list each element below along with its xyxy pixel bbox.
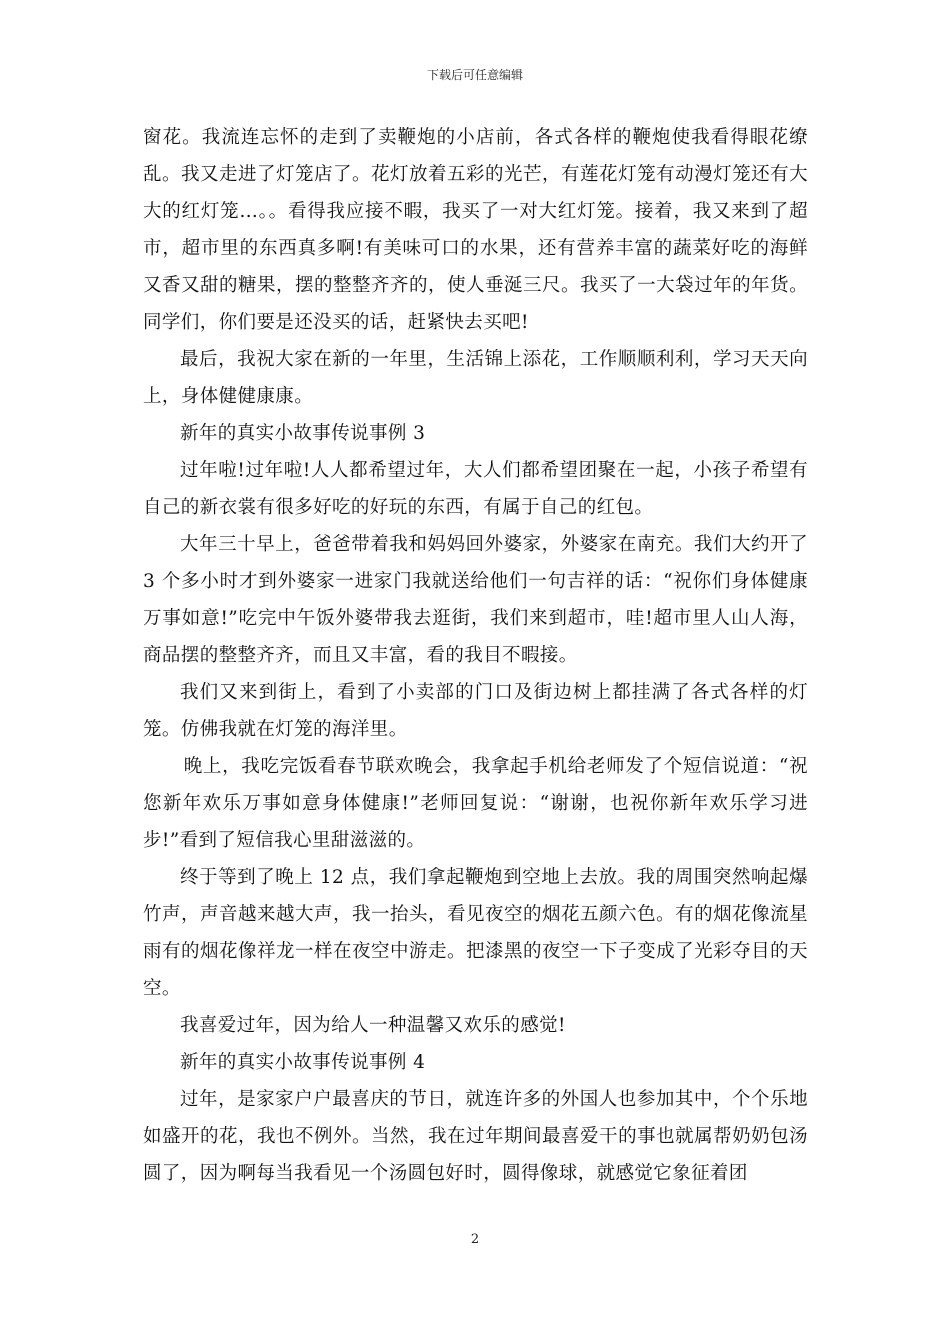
paragraph: 大年三十早上，爸爸带着我和妈妈回外婆家，外婆家在南充。我们大约开了 3 个多小时才到外婆家一进家门我就送给他们一句吉祥的话：“祝你们身体健康万事如意!”吃完中午饭外婆带我去逛街，我们来到超市，哇!超市里人山人海，商品摆的整整齐齐，而且又丰富，看的我目不暇接。 [143, 534, 808, 666]
paragraph: 我们又来到街上，看到了小卖部的门口及街边树上都挂满了各式各样的灯笼。仿佛我就在灯笼的海洋里。 [143, 682, 808, 740]
page-number: 2 [470, 1232, 480, 1247]
paragraph: 终于等到了晚上 12 点，我们拿起鞭炮到空地上去放。我的周围突然响起爆竹声，声音越来越大声，我一抬头，看见夜空的烟花五颜六色。有的烟花像流星雨有的烟花像祥龙一样在夜空中游走。把漆黑的夜空一下子变成了光彩夺目的天空。 [143, 867, 808, 999]
page-header: 下载后可任意编辑 [426, 68, 523, 82]
paragraph: 过年啦!过年啦!人人都希望过年，大人们都希望团聚在一起，小孩子希望有自己的新衣裳有很多好吃的好玩的东西，有属于自己的红包。 [143, 460, 808, 518]
document-body [143, 119, 808, 1192]
paragraph-closing-wish: 最后，我祝大家在新的一年里，生活锦上添花，工作顺顺利利，学习天天向上，身体健健康康。 [143, 349, 808, 407]
paragraph-continued: 窗花。我流连忘怀的走到了卖鞭炮的小店前，各式各样的鞭炮使我看得眼花缭乱。我又走进了灯笼店了。花灯放着五彩的光芒，有莲花灯笼有动漫灯笼还有大大的红灯笼…。。看得我应接不暇，我买了一对大红灯笼。接着，我又来到了超市，超市里的东西真多啊!有美味可口的水果，还有营养丰富的蔬菜好吃的海鲜又香又甜的糖果，摆的整整齐齐的，使人垂涎三尺。我买了一大袋过年的年货。同学们，你们要是还没买的话，赶紧快去买吧! [143, 127, 808, 333]
section-heading-example-3: 新年的真实小故事传说事例 3 [180, 423, 426, 444]
paragraph: 我喜爱过年，因为给人一种温馨又欢乐的感觉! [180, 1015, 566, 1036]
paragraph: 晚上，我吃完饭看春节联欢晚会，我拿起手机给老师发了个短信说道：“祝您新年欢乐万事如意身体健康!”老师回复说：“谢谢，也祝你新年欢乐学习进步!”看到了短信我心里甜滋滋的。 [143, 756, 808, 851]
paragraph: 过年，是家家户户最喜庆的节日，就连许多的外国人也参加其中，个个乐地如盛开的花，我也不例外。当然，我在过年期间最喜爱干的事也就属帮奶奶包汤圆了，因为啊每当我看见一个汤圆包好时，圆得像球，就感觉它象征着团 [143, 1089, 808, 1184]
section-heading-example-4: 新年的真实小故事传说事例 4 [180, 1052, 426, 1073]
